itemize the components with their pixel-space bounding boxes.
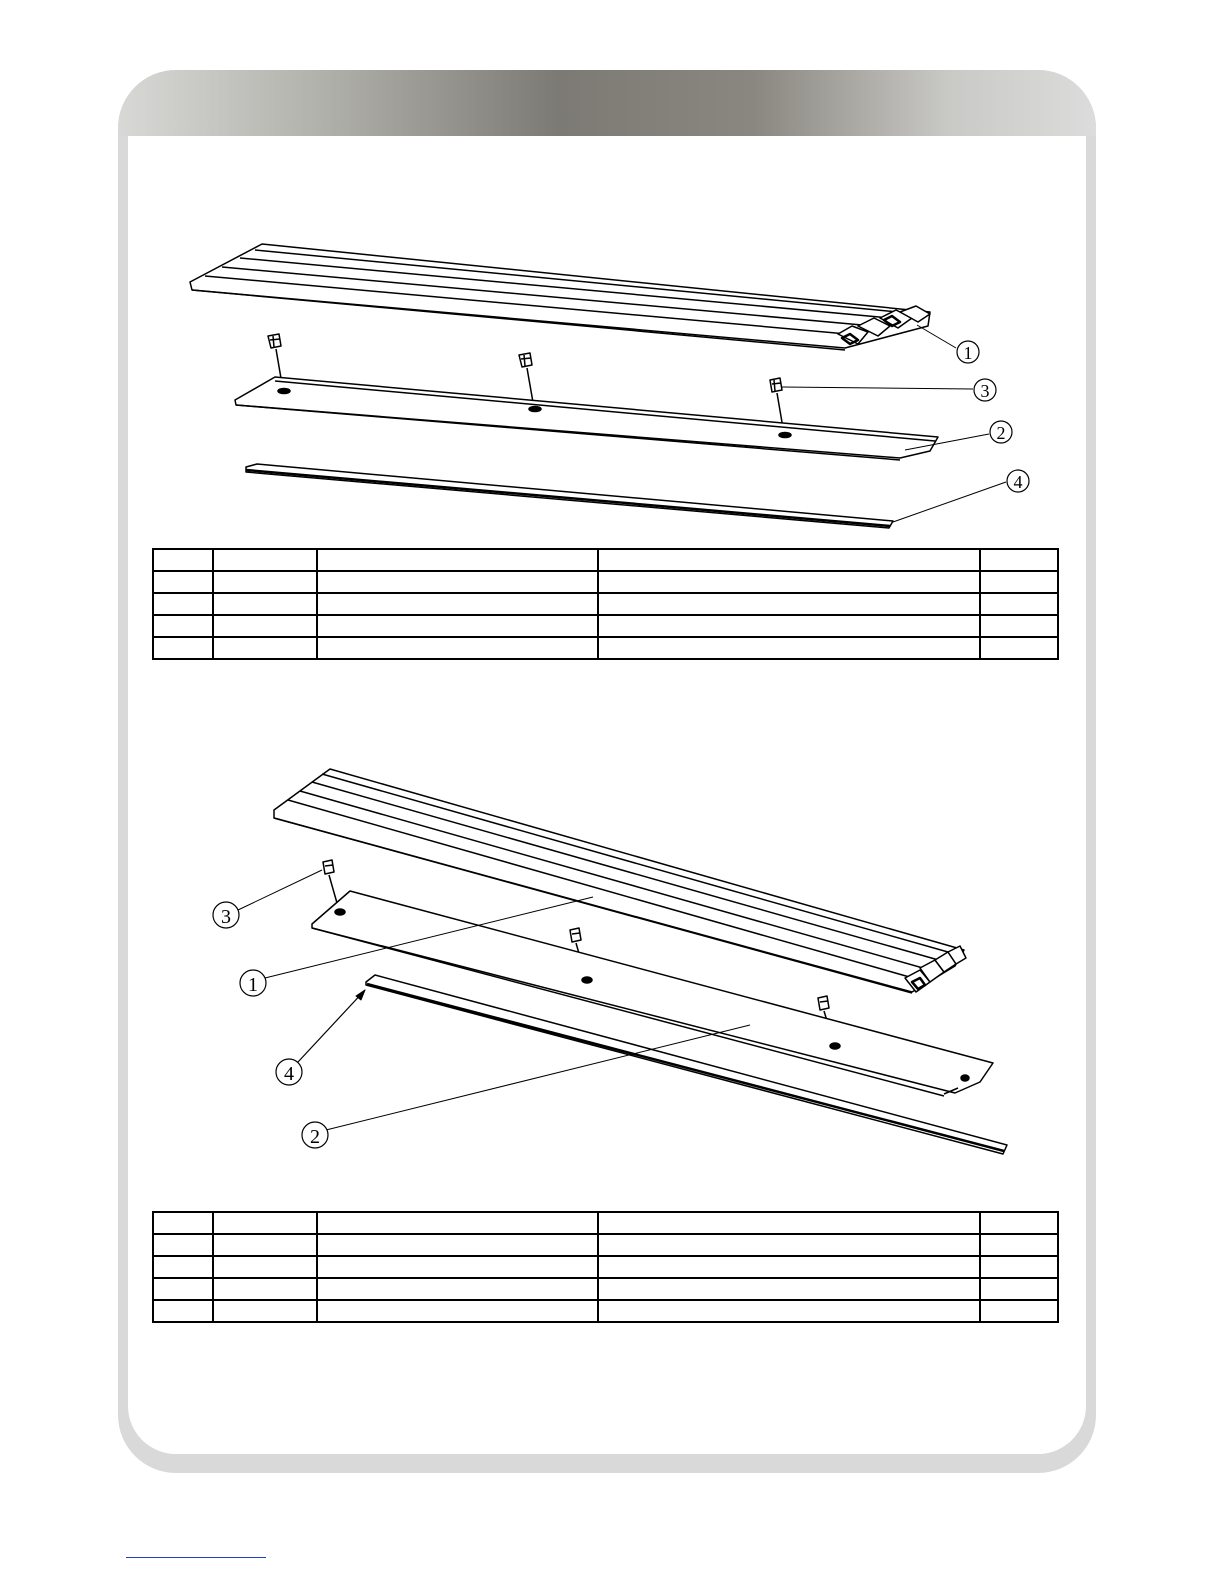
parts-table-bottom [152,1211,1059,1323]
footer-link-underline[interactable] [126,1557,266,1558]
callout-3 [974,379,996,401]
table-row [153,549,1058,571]
callout-2 [302,1122,328,1148]
top-part-2-base [235,377,938,460]
parts-table-top [152,548,1059,660]
svg-text:2: 2 [996,423,1006,443]
table-row [153,615,1058,637]
top-part-4-strip [246,464,893,528]
table-row [153,593,1058,615]
callout-4 [276,1059,302,1085]
svg-text:1: 1 [248,974,258,996]
top-part-1-rail [190,244,930,350]
table-row [153,1212,1058,1234]
table-row [153,1234,1058,1256]
svg-text:1: 1 [963,343,973,363]
svg-text:4: 4 [1013,472,1023,492]
svg-text:2: 2 [310,1126,320,1148]
svg-text:4: 4 [284,1063,294,1085]
table-row [153,571,1058,593]
callout-2 [990,421,1012,443]
svg-text:3: 3 [980,381,990,401]
callout-1 [240,970,266,996]
callout-3 [213,902,239,928]
top-exploded-view [190,244,1029,528]
table-row [153,1300,1058,1322]
callout-1 [957,341,979,363]
table-row [153,637,1058,659]
top-callouts [782,325,1029,522]
bottom-exploded-view [213,769,1007,1154]
table-row [153,1256,1058,1278]
bottom-part-1-rail [274,769,966,993]
table-row [153,1278,1058,1300]
svg-text:3: 3 [221,906,231,928]
callout-4 [1007,470,1029,492]
